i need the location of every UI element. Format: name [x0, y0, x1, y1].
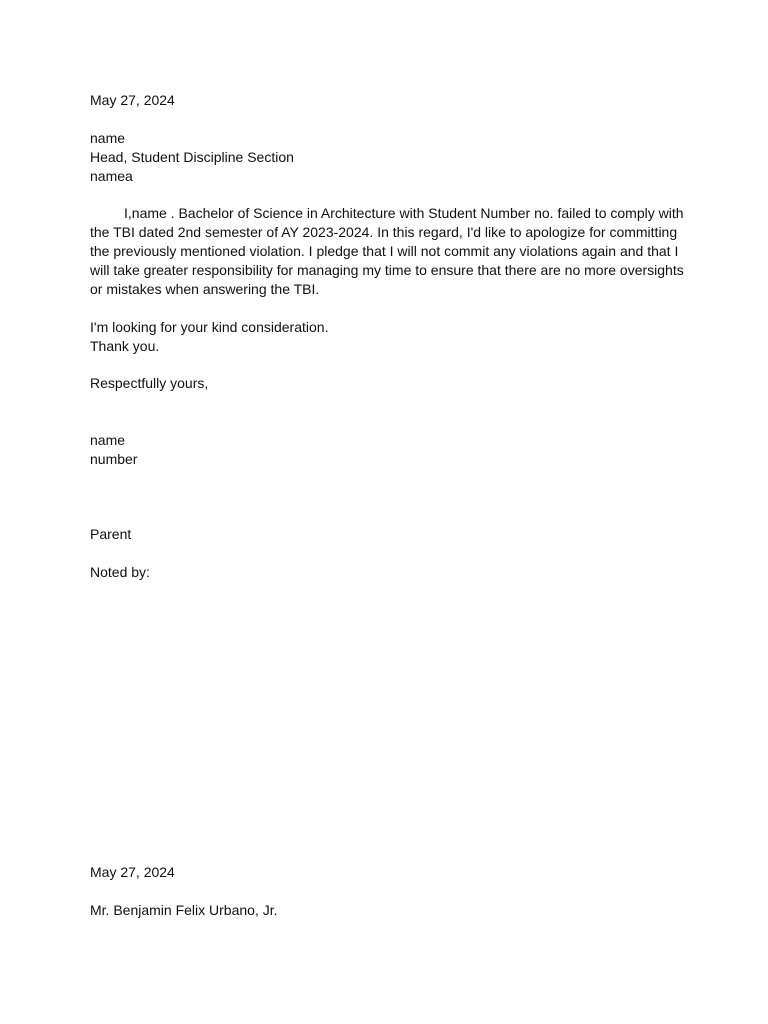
body-line: the previously mentioned violation. I pledge that I will not commit any violations again and that I	[90, 243, 679, 259]
closing-line: Respectfully yours,	[90, 375, 209, 391]
footer-date: May 27, 2024	[90, 864, 175, 880]
letter-date: May 27, 2024	[90, 92, 175, 108]
recipient-name: name	[90, 130, 126, 146]
body-line: the TBI dated 2nd semester of AY 2023-2024. In this regard, I'd like to apologize for committing	[90, 224, 678, 240]
parent-label: Parent	[90, 526, 132, 542]
thanks-line: Thank you.	[90, 338, 160, 354]
signer-number: number	[90, 451, 138, 467]
noted-by-label: Noted by:	[90, 564, 150, 580]
body-line: will take greater responsibility for managing my time to ensure that there are no more oversights	[90, 262, 684, 278]
body-line: I,name . Bachelor of Science in Architecture with Student Number no. failed to comply with	[124, 205, 684, 221]
signer-name: name	[90, 432, 126, 448]
recipient-org: namea	[90, 168, 133, 184]
body-line: or mistakes when answering the TBI.	[90, 281, 320, 297]
recipient-title: Head, Student Discipline Section	[90, 149, 294, 165]
footer-name: Mr. Benjamin Felix Urbano, Jr.	[90, 902, 278, 918]
letter-body	[90, 204, 684, 299]
consideration-line: I'm looking for your kind consideration.	[90, 319, 329, 335]
